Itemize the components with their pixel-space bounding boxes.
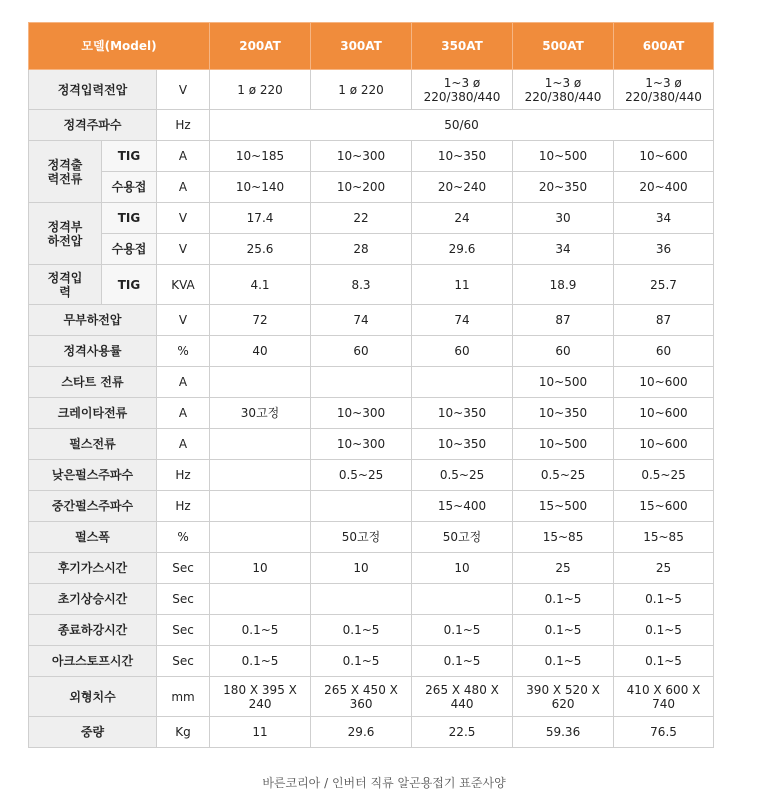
- value-cell: 0.5~25: [614, 460, 714, 491]
- value-cell: 40: [210, 336, 311, 367]
- value-cell: [210, 429, 311, 460]
- sub-label: TIG: [102, 141, 157, 172]
- row-rated-output-current-manual: [29, 172, 714, 203]
- row-rated-input: [29, 265, 714, 305]
- row-crater-current: [29, 398, 714, 429]
- value-cell: 72: [210, 305, 311, 336]
- row-weight: [29, 717, 714, 748]
- value-cell: 10~500: [513, 429, 614, 460]
- value-cell: [210, 460, 311, 491]
- value-cell: 29.6: [311, 717, 412, 748]
- row-label: 정격사용률: [29, 336, 157, 367]
- value-cell: 17.4: [210, 203, 311, 234]
- row-label: 중량: [29, 717, 157, 748]
- value-cell: 60: [311, 336, 412, 367]
- row-unit: V: [157, 70, 210, 110]
- group-label-line: 정격부: [47, 219, 83, 234]
- header-row: [29, 23, 714, 70]
- value-cell: 0.5~25: [412, 460, 513, 491]
- value-cell: [210, 491, 311, 522]
- row-unit: Sec: [157, 646, 210, 677]
- value-cell: 76.5: [614, 717, 714, 748]
- row-rated-frequency: [29, 110, 714, 141]
- value-cell: [210, 677, 311, 717]
- value-cell: 10~300: [311, 398, 412, 429]
- value-cell: 10: [210, 553, 311, 584]
- value-cell: [412, 367, 513, 398]
- value-cell: 11: [210, 717, 311, 748]
- value-cell: [311, 367, 412, 398]
- value-line: 220/380/440: [625, 89, 702, 104]
- row-mid-pulse-freq: [29, 491, 714, 522]
- value-cell: 0.1~5: [412, 646, 513, 677]
- value-cell: 10~300: [311, 429, 412, 460]
- group-label-line: 력전류: [47, 171, 83, 186]
- value-cell: 15~600: [614, 491, 714, 522]
- row-no-load-voltage: [29, 305, 714, 336]
- row-label: 정격주파수: [29, 110, 157, 141]
- group-label-line: 정격입: [47, 270, 83, 285]
- row-rated-load-voltage-manual: [29, 234, 714, 265]
- value-cell: 15~500: [513, 491, 614, 522]
- value-cell: 0.1~5: [513, 584, 614, 615]
- row-unit: Sec: [157, 615, 210, 646]
- value-cell: 25: [614, 553, 714, 584]
- row-unit: Sec: [157, 584, 210, 615]
- row-label: 종료하강시간: [29, 615, 157, 646]
- row-label: 아크스토프시간: [29, 646, 157, 677]
- value-cell: [311, 491, 412, 522]
- value-line: 740: [652, 696, 675, 711]
- value-cell: 87: [614, 305, 714, 336]
- value-cell: [513, 70, 614, 110]
- row-unit: %: [157, 336, 210, 367]
- value-cell: 28: [311, 234, 412, 265]
- value-cell: 1 ø 220: [210, 70, 311, 110]
- value-cell: 10~600: [614, 141, 714, 172]
- model-header: 모델(Model): [29, 23, 210, 70]
- row-arc-stop-time: [29, 646, 714, 677]
- row-unit: Sec: [157, 553, 210, 584]
- model-200at: 200AT: [210, 23, 311, 70]
- sub-label: TIG: [102, 265, 157, 305]
- value-cell: 1 ø 220: [311, 70, 412, 110]
- row-unit: V: [157, 234, 210, 265]
- group-label: [29, 141, 102, 203]
- value-line: 360: [349, 696, 373, 711]
- value-cell: 30: [513, 203, 614, 234]
- value-cell: 0.1~5: [513, 646, 614, 677]
- model-500at: 500AT: [513, 23, 614, 70]
- row-label: 펄스전류: [29, 429, 157, 460]
- value-cell: 10~140: [210, 172, 311, 203]
- value-cell: 0.1~5: [210, 646, 311, 677]
- value-cell: 11: [412, 265, 513, 305]
- value-cell: 22: [311, 203, 412, 234]
- value-cell: 15~85: [614, 522, 714, 553]
- value-cell: 25: [513, 553, 614, 584]
- model-600at: 600AT: [614, 23, 714, 70]
- value-cell: [210, 367, 311, 398]
- value-cell: [210, 522, 311, 553]
- value-cell: 10~200: [311, 172, 412, 203]
- value-line: 1~3 ø: [544, 75, 582, 90]
- row-label: 후기가스시간: [29, 553, 157, 584]
- value-cell: 0.1~5: [210, 615, 311, 646]
- value-line: 390 X 520 X: [526, 682, 600, 697]
- value-cell: [210, 584, 311, 615]
- value-cell: [412, 584, 513, 615]
- row-duty-cycle: [29, 336, 714, 367]
- value-line: 220/380/440: [524, 89, 602, 104]
- value-cell: 34: [614, 203, 714, 234]
- group-label-line: 정격출: [47, 157, 83, 172]
- row-label: 펄스폭: [29, 522, 157, 553]
- value-cell: 30고정: [210, 398, 311, 429]
- value-cell: 10~600: [614, 398, 714, 429]
- value-line: 410 X 600 X: [626, 682, 701, 697]
- row-initial-upslope: [29, 584, 714, 615]
- value-cell: [513, 677, 614, 717]
- value-line: 265 X 480 X: [425, 682, 499, 697]
- group-label-line: 력: [59, 284, 71, 299]
- value-cell: 29.6: [412, 234, 513, 265]
- row-unit: mm: [157, 677, 210, 717]
- value-cell: 36: [614, 234, 714, 265]
- value-cell: 10~300: [311, 141, 412, 172]
- value-cell: 25.6: [210, 234, 311, 265]
- value-cell: 0.5~25: [311, 460, 412, 491]
- row-unit: A: [157, 398, 210, 429]
- value-cell: 10~500: [513, 141, 614, 172]
- model-350at: 350AT: [412, 23, 513, 70]
- row-unit: A: [157, 429, 210, 460]
- row-start-current: [29, 367, 714, 398]
- value-line: 180 X 395 X: [223, 682, 297, 697]
- value-cell: 50고정: [412, 522, 513, 553]
- row-unit: A: [157, 367, 210, 398]
- value-cell: 0.1~5: [614, 584, 714, 615]
- row-post-gas-time: [29, 553, 714, 584]
- row-unit: KVA: [157, 265, 210, 305]
- group-label: [29, 265, 102, 305]
- value-cell: 60: [412, 336, 513, 367]
- value-line: 1~3 ø: [443, 75, 481, 90]
- group-label: [29, 203, 102, 265]
- row-label: 정격입력전압: [29, 70, 157, 110]
- value-cell: 59.36: [513, 717, 614, 748]
- row-low-pulse-freq: [29, 460, 714, 491]
- value-cell: 15~400: [412, 491, 513, 522]
- row-rated-input-voltage: [29, 70, 714, 110]
- value-cell: 74: [412, 305, 513, 336]
- value-line: 220/380/440: [423, 89, 501, 104]
- value-cell: 0.1~5: [311, 646, 412, 677]
- value-cell: 60: [614, 336, 714, 367]
- value-cell: 10~600: [614, 367, 714, 398]
- row-end-downslope: [29, 615, 714, 646]
- value-cell: 22.5: [412, 717, 513, 748]
- row-unit: Hz: [157, 491, 210, 522]
- row-label: 중간펄스주파수: [29, 491, 157, 522]
- value-cell: 24: [412, 203, 513, 234]
- value-cell: 60: [513, 336, 614, 367]
- value-cell: 10~600: [614, 429, 714, 460]
- value-cell: 0.1~5: [412, 615, 513, 646]
- row-label: 외형치수: [29, 677, 157, 717]
- value-cell: 0.1~5: [614, 646, 714, 677]
- value-cell: 0.1~5: [513, 615, 614, 646]
- sub-label: TIG: [102, 203, 157, 234]
- sub-label: 수용접: [102, 172, 157, 203]
- value-line: 1~3 ø: [645, 75, 682, 90]
- model-300at: 300AT: [311, 23, 412, 70]
- value-line: 620: [551, 696, 575, 711]
- value-cell: 74: [311, 305, 412, 336]
- row-rated-output-current-tig: [29, 141, 714, 172]
- row-unit: A: [157, 141, 210, 172]
- value-line: 265 X 450 X: [324, 682, 398, 697]
- row-label: 낮은펄스주파수: [29, 460, 157, 491]
- row-unit: A: [157, 172, 210, 203]
- row-pulse-current: [29, 429, 714, 460]
- row-unit: Hz: [157, 460, 210, 491]
- value-cell: 50/60: [210, 110, 714, 141]
- value-cell: 87: [513, 305, 614, 336]
- value-cell: 10: [311, 553, 412, 584]
- value-cell: [614, 70, 714, 110]
- row-unit: Hz: [157, 110, 210, 141]
- value-cell: 20~350: [513, 172, 614, 203]
- value-cell: 20~400: [614, 172, 714, 203]
- value-cell: [412, 70, 513, 110]
- row-label: 스타트 전류: [29, 367, 157, 398]
- value-cell: 10~350: [412, 398, 513, 429]
- row-unit: V: [157, 305, 210, 336]
- value-line: 240: [248, 696, 272, 711]
- row-label: 크레이타전류: [29, 398, 157, 429]
- value-cell: 20~240: [412, 172, 513, 203]
- value-cell: 8.3: [311, 265, 412, 305]
- group-label-line: 하전압: [47, 233, 83, 248]
- value-cell: 15~85: [513, 522, 614, 553]
- value-cell: [614, 677, 714, 717]
- value-cell: 18.9: [513, 265, 614, 305]
- value-cell: 10~185: [210, 141, 311, 172]
- table-caption: 바른코리아 / 인버터 직류 알곤용접기 표준사양: [262, 776, 506, 790]
- sub-label: 수용접: [102, 234, 157, 265]
- value-cell: 10~350: [412, 141, 513, 172]
- value-cell: 0.1~5: [614, 615, 714, 646]
- value-cell: 10: [412, 553, 513, 584]
- value-cell: 0.5~25: [513, 460, 614, 491]
- row-dimensions: [29, 677, 714, 717]
- row-rated-load-voltage-tig: [29, 203, 714, 234]
- spec-table: [28, 22, 714, 748]
- row-unit: %: [157, 522, 210, 553]
- value-cell: 34: [513, 234, 614, 265]
- value-cell: 25.7: [614, 265, 714, 305]
- row-pulse-width: [29, 522, 714, 553]
- value-cell: [311, 584, 412, 615]
- value-cell: [311, 677, 412, 717]
- row-unit: V: [157, 203, 210, 234]
- value-cell: [412, 677, 513, 717]
- row-label: 초기상승시간: [29, 584, 157, 615]
- value-cell: 50고정: [311, 522, 412, 553]
- value-line: 440: [450, 696, 474, 711]
- value-cell: 0.1~5: [311, 615, 412, 646]
- value-cell: 10~500: [513, 367, 614, 398]
- value-cell: 4.1: [210, 265, 311, 305]
- value-cell: 10~350: [412, 429, 513, 460]
- row-label: 무부하전압: [29, 305, 157, 336]
- row-unit: Kg: [157, 717, 210, 748]
- value-cell: 10~350: [513, 398, 614, 429]
